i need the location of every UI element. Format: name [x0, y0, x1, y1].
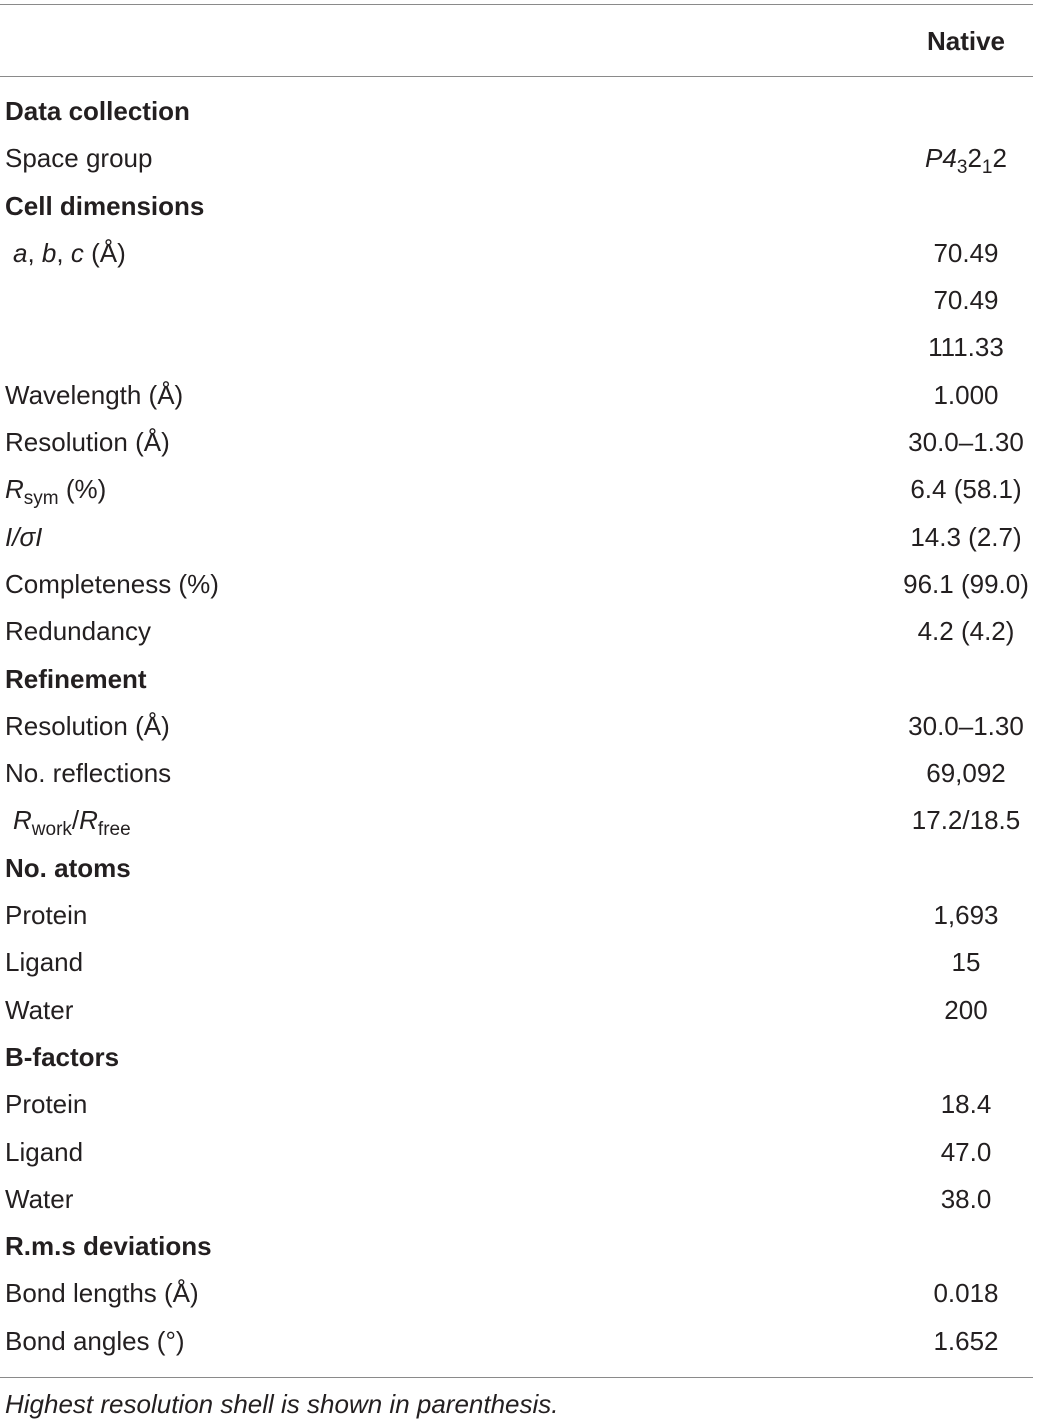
section-label: Data collection — [5, 96, 190, 126]
row-label: Wavelength (Å) — [5, 379, 184, 410]
section-row-data-collection — [0, 88, 1033, 135]
row-label: Completeness (%) — [5, 568, 219, 599]
row-value: 200 — [944, 994, 988, 1025]
row-label: Resolution (Å) — [5, 710, 170, 741]
table-row-rwork-rfree — [0, 797, 1033, 844]
row-label: $R_{work}/R_{free}$ — [13, 805, 131, 841]
row-label: $R_{sym}$ (%) — [5, 474, 107, 510]
table-row — [0, 277, 1033, 324]
row-label: Resolution (Å) — [5, 427, 170, 458]
table-row-redundancy — [0, 608, 1033, 655]
row-label: Protein — [5, 900, 88, 931]
row-value: 1.652 — [933, 1325, 999, 1356]
row-value: 4.2 (4.2) — [917, 616, 1015, 647]
table-row-ligand — [0, 939, 1033, 986]
row-value: 47.0 — [940, 1136, 992, 1167]
table-row-protein — [0, 892, 1033, 939]
table-row-completeness — [0, 561, 1033, 608]
section-label: B-factors — [5, 1041, 120, 1072]
table-header-row — [0, 4, 1033, 77]
row-value: 111.33 — [928, 332, 1004, 363]
table-bottom-rule — [0, 1377, 1033, 1378]
section-row-cell-dimensions — [0, 183, 1033, 230]
row-label: Bond lengths (Å) — [5, 1278, 199, 1309]
row-value: 14.3 (2.7) — [910, 521, 1022, 552]
table-footnote: Highest resolution shell is shown in parenthesis. — [5, 1389, 559, 1419]
table-row-space-group — [0, 135, 1033, 182]
row-label: No. reflections — [5, 758, 172, 789]
row-label: Ligand — [5, 1136, 84, 1167]
row-label: Ligand — [5, 947, 84, 978]
table-row-protein — [0, 1081, 1033, 1128]
row-value: 15 — [951, 947, 981, 978]
row-label: Bond angles (°) — [5, 1325, 185, 1356]
table-row-bond-lengths — [0, 1270, 1033, 1317]
row-value: $P4_32_12$ — [925, 143, 1007, 179]
section-row-no-atoms — [0, 845, 1033, 892]
section-label: No. atoms — [5, 852, 131, 883]
table-row-ligand — [0, 1129, 1033, 1176]
table-row — [0, 324, 1033, 371]
row-value: 30.0–1.30 — [908, 427, 1024, 458]
row-value: 17.2/18.5 — [911, 805, 1021, 836]
column-header-native: Native — [926, 26, 1006, 56]
row-value: 0.018 — [933, 1278, 999, 1309]
row-label: Redundancy — [5, 616, 151, 647]
row-value: 70.49 — [933, 237, 999, 268]
row-value: 1.000 — [933, 379, 999, 410]
section-label: Refinement — [5, 663, 147, 694]
table-row-reflections — [0, 750, 1033, 797]
table-row-resolution — [0, 419, 1033, 466]
table-row-water — [0, 1176, 1033, 1223]
table-row-wavelength — [0, 372, 1033, 419]
section-row-b-factors — [0, 1034, 1033, 1081]
row-value: 70.49 — [933, 285, 999, 316]
row-value: 1,693 — [933, 900, 999, 931]
table-row-rsym — [0, 466, 1033, 513]
section-label: Cell dimensions — [5, 190, 205, 221]
section-row-refinement — [0, 656, 1033, 703]
row-label: Protein — [5, 1089, 88, 1120]
row-label: I/σI — [5, 521, 43, 552]
row-value: 38.0 — [940, 1183, 992, 1214]
table-row-water — [0, 987, 1033, 1034]
row-label: Space group — [5, 143, 153, 174]
section-row-rms-deviations — [0, 1223, 1033, 1270]
table-row-i-sigma — [0, 514, 1033, 561]
table-body — [0, 88, 1033, 1365]
row-value: 69,092 — [926, 758, 1006, 789]
row-value: 96.1 (99.0) — [903, 568, 1029, 599]
row-label: a, b, c (Å) — [13, 237, 126, 268]
row-value: 6.4 (58.1) — [910, 474, 1022, 505]
table-row-resolution — [0, 703, 1033, 750]
section-label: R.m.s deviations — [5, 1231, 212, 1262]
row-value: 18.4 — [940, 1089, 992, 1120]
row-label: Water — [5, 1183, 74, 1214]
table-row-bond-angles — [0, 1318, 1033, 1365]
row-value: 30.0–1.30 — [908, 710, 1024, 741]
table-row-abc — [0, 230, 1033, 277]
row-label: Water — [5, 994, 74, 1025]
